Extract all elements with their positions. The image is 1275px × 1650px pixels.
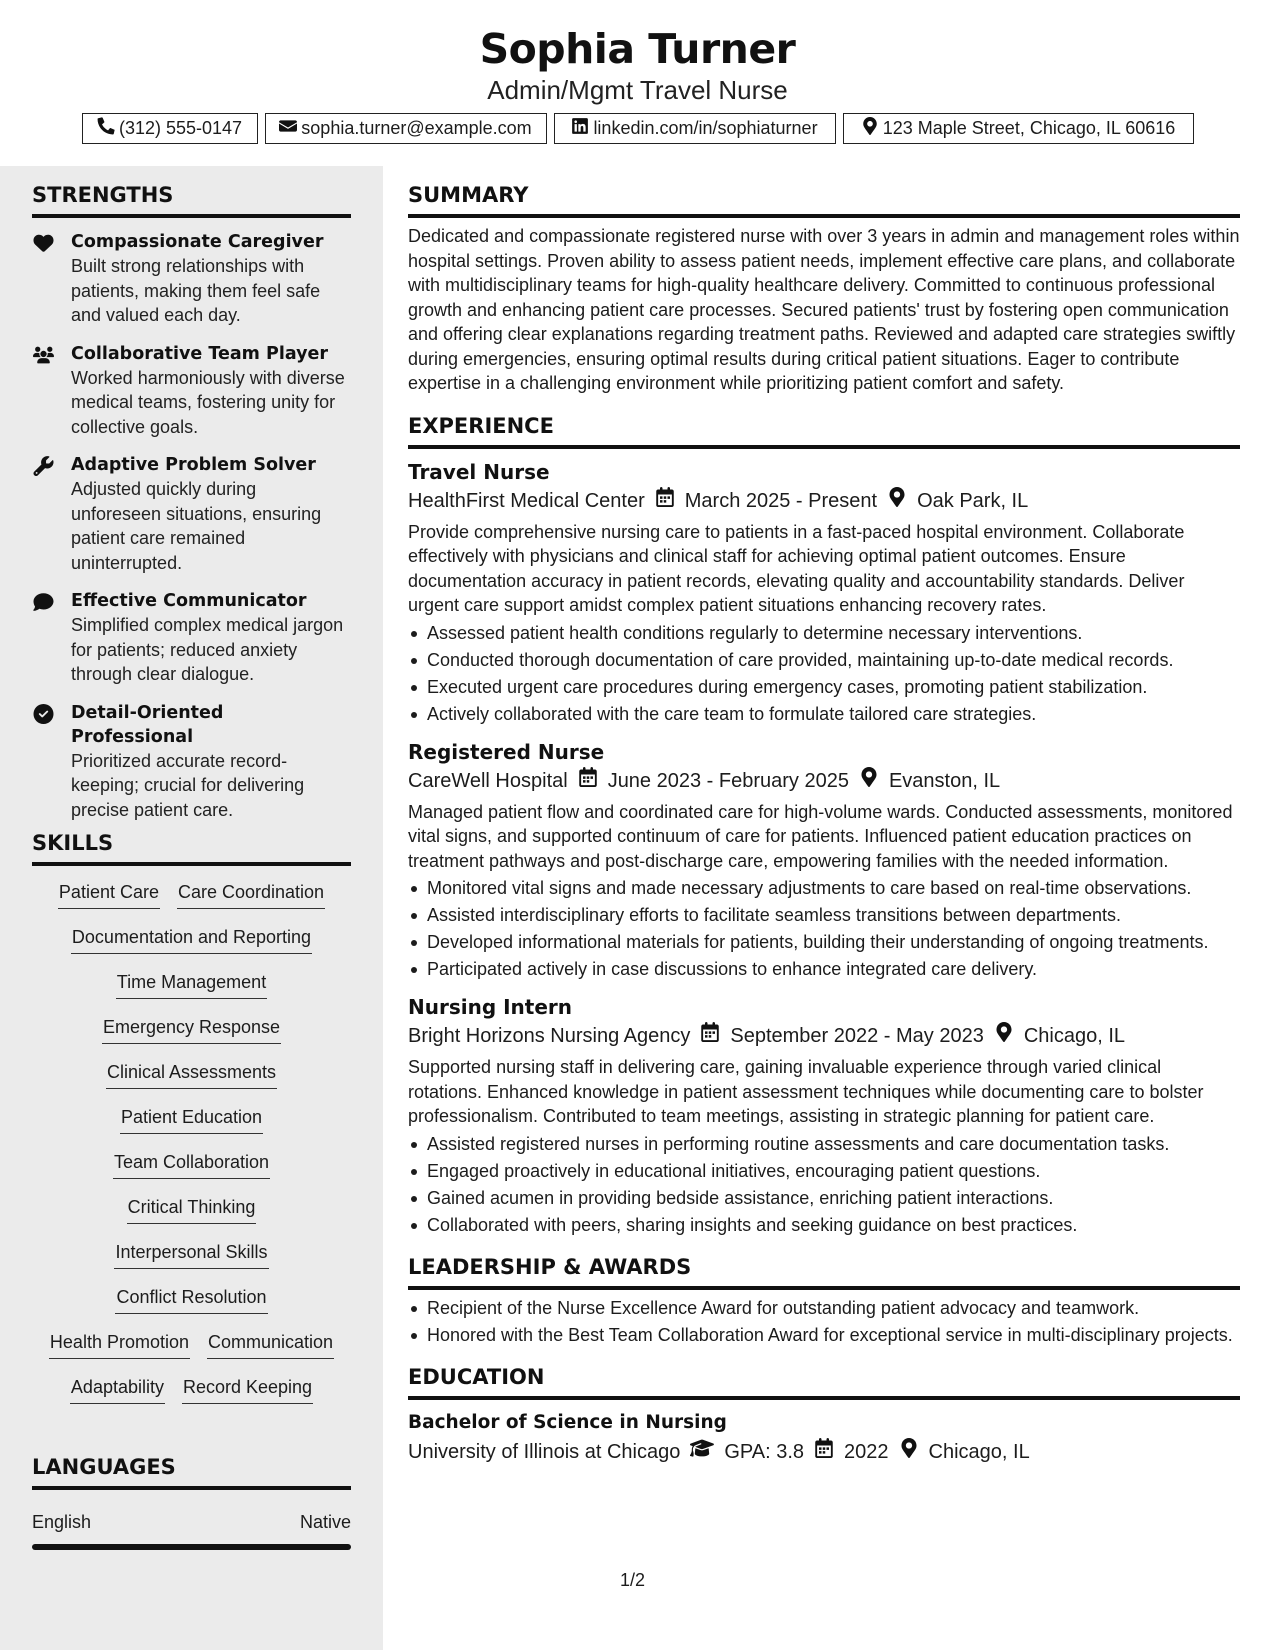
education-heading: EDUCATION (408, 1364, 545, 1389)
strength-title: Adaptive Problem Solver (71, 455, 316, 475)
job-bullets (408, 1132, 1240, 1237)
skill-tag: Team Collaboration (113, 1148, 270, 1179)
strength-item (32, 589, 351, 687)
list-item: Participated actively in case discussions to enhance integrated care delivery. (408, 957, 1240, 981)
contact-phone-text: (312) 555-0147 (118, 118, 243, 138)
strength-description: Adjusted quickly during unforeseen situations, ensuring patient care remained uninterrupted. (71, 479, 322, 573)
section-divider (408, 1396, 1240, 1400)
job-company: HealthFirst Medical Center (408, 489, 645, 512)
awards-list (408, 1296, 1240, 1347)
skill-tag: Communication (207, 1328, 334, 1359)
list-item: Conducted thorough documentation of care provided, maintaining up-to-date medical records. (408, 648, 1240, 672)
graduation-cap-icon (690, 1437, 714, 1467)
calendar-icon (578, 766, 598, 796)
section-divider (32, 862, 351, 866)
phone-icon (97, 117, 115, 140)
school-name: University of Illinois at Chicago (408, 1440, 681, 1463)
job-entry (408, 738, 1240, 982)
summary-section (408, 181, 1240, 396)
list-item: Collaborated with peers, sharing insights and seeking guidance on best practices. (408, 1213, 1240, 1237)
education-location: Chicago, IL (928, 1440, 1030, 1463)
map-pin-icon (859, 766, 879, 796)
education-section (408, 1363, 1240, 1467)
strength-description: Worked harmoniously with diverse medical teams, fostering unity for collective goals. (71, 367, 345, 437)
job-location: Chicago, IL (1023, 1025, 1126, 1047)
education-gpa: GPA: 3.8 (724, 1440, 805, 1463)
list-item: Assisted registered nurses in performing routine assessments and care documentation tasks. (408, 1132, 1240, 1156)
job-company: CareWell Hospital (408, 769, 568, 792)
skill-tag: Patient Care (58, 878, 160, 909)
job-meta (408, 766, 1240, 796)
language-level: Native (299, 1512, 351, 1532)
strength-title: Effective Communicator (71, 591, 307, 611)
skills-heading: SKILLS (32, 831, 114, 855)
skill-tag: Documentation and Reporting (71, 923, 312, 954)
job-meta (408, 486, 1240, 516)
strength-title: Detail-Oriented Professional (71, 702, 224, 747)
education-year: 2022 (844, 1440, 889, 1463)
list-item: Monitored vital signs and made necessary adjustments to care based on real-time observations. (408, 876, 1240, 900)
envelope-icon (279, 117, 297, 140)
list-item: Assessed patient health conditions regularly to determine necessary interventions. (408, 621, 1240, 645)
main-content (408, 166, 1240, 1467)
strength-description: Simplified complex medical jargon for patients; reduced anxiety through clear dialogue. (71, 615, 344, 684)
strength-item (32, 342, 351, 440)
map-pin-icon (994, 1021, 1014, 1051)
section-divider (32, 214, 351, 218)
job-bullets (408, 621, 1240, 726)
candidate-name: Sophia Turner (479, 25, 796, 73)
skill-tag: Emergency Response (102, 1013, 281, 1044)
job-location: Oak Park, IL (917, 489, 1029, 512)
job-dates: March 2025 - Present (684, 489, 878, 512)
degree-title: Bachelor of Science in Nursing (408, 1411, 727, 1433)
skills-section (32, 829, 351, 1418)
strength-item (32, 453, 351, 575)
list-item: Actively collaborated with the care team to formulate tailored care strategies. (408, 702, 1240, 726)
contact-address-text: 123 Maple Street, Chicago, IL 60616 (882, 118, 1176, 138)
heart-icon (33, 233, 54, 253)
list-item: Developed informational materials for patients, building their understanding of ongoing treatments. (408, 930, 1240, 954)
job-description: Provide comprehensive nursing care to patients in a fast-paced hospital environment. Collaborate effectively with physicians and clinical staff for achieving optimal patient outcomes. Ensure documentation accuracy in patient records, elevating quality and accountability standards. Deliver urgent care support amidst complex patient situations enhancing recovery rates. (408, 521, 1185, 615)
job-title: Registered Nurse (408, 739, 605, 764)
job-title: Travel Nurse (408, 459, 550, 484)
check-circle-icon (33, 704, 54, 724)
section-divider (408, 1286, 1240, 1290)
skill-tag: Time Management (116, 968, 267, 999)
skill-tag: Clinical Assessments (106, 1058, 277, 1089)
skill-tag: Conflict Resolution (115, 1283, 267, 1314)
strength-title: Compassionate Caregiver (71, 232, 324, 252)
job-location: Evanston, IL (888, 769, 1001, 792)
map-pin-icon (899, 1437, 919, 1467)
wrench-icon (33, 456, 54, 476)
list-item: Recipient of the Nurse Excellence Award for outstanding patient advocacy and teamwork. (408, 1296, 1240, 1320)
strength-item (32, 230, 351, 328)
list-item: Honored with the Best Team Collaboration Award for exceptional service in multi-disciplinary projects. (408, 1323, 1240, 1347)
awards-section (408, 1253, 1240, 1347)
skill-tag: Care Coordination (177, 878, 325, 909)
contact-phone[interactable] (82, 113, 258, 144)
languages-section (32, 1453, 351, 1550)
speech-bubble-icon (33, 592, 54, 612)
strength-description: Prioritized accurate record-keeping; crucial for delivering precise patient care. (71, 750, 305, 820)
languages-heading: LANGUAGES (32, 1455, 176, 1479)
awards-heading: LEADERSHIP & AWARDS (408, 1254, 692, 1279)
strength-item (32, 701, 351, 823)
strengths-section (32, 181, 351, 822)
contact-email[interactable] (265, 113, 547, 144)
skill-tag: Patient Education (120, 1103, 263, 1134)
strength-title: Collaborative Team Player (71, 343, 329, 364)
list-item: Executed urgent care procedures during emergency cases, promoting patient stabilization. (408, 675, 1240, 699)
language-name: English (32, 1512, 92, 1532)
section-divider (408, 445, 1240, 449)
experience-section (408, 412, 1240, 1237)
resume-header (0, 0, 1275, 166)
calendar-icon (655, 486, 675, 516)
calendar-icon (700, 1021, 720, 1051)
job-meta (408, 1021, 1240, 1051)
page-number: 1/2 (620, 1570, 646, 1590)
skill-tag: Interpersonal Skills (114, 1238, 268, 1269)
list-item: Engaged proactively in educational initiatives, encouraging patient questions. (408, 1159, 1240, 1183)
list-item: Assisted interdisciplinary efforts to facilitate seamless transitions between departments. (408, 903, 1240, 927)
users-icon (33, 345, 54, 365)
job-entry (408, 993, 1240, 1237)
language-proficiency-bar (32, 1544, 351, 1550)
summary-heading: SUMMARY (408, 183, 529, 207)
skill-tag: Record Keeping (182, 1373, 313, 1404)
education-meta (408, 1437, 1240, 1467)
list-item: Gained acumen in providing bedside assistance, enriching patient interactions. (408, 1186, 1240, 1210)
experience-heading: EXPERIENCE (408, 413, 554, 438)
contact-linkedin[interactable] (554, 113, 836, 144)
strengths-heading: STRENGTHS (32, 183, 174, 207)
linkedin-icon (571, 117, 589, 140)
strength-description: Built strong relationships with patients, making them feel safe and valued each day. (71, 256, 321, 325)
skill-tag: Adaptability (70, 1373, 165, 1404)
job-description: Managed patient flow and coordinated care for high-volume wards. Conducted assessments, monitored vital signs, and supported continuum of care for patients. Influenced patient education practices on treatment pathways and post-discharge care, empowering families with the needed information. (408, 801, 1233, 871)
job-bullets (408, 876, 1240, 981)
map-pin-icon (861, 117, 879, 140)
sidebar (0, 166, 383, 1650)
job-entry (408, 458, 1240, 726)
calendar-icon (814, 1437, 834, 1467)
candidate-title: Admin/Mgmt Travel Nurse (487, 75, 788, 105)
skills-list (32, 878, 351, 1418)
summary-text: Dedicated and compassionate registered nurse with over 3 years in admin and management roles within hospital settings. Proven ability to assess patient needs, implement effective care plans, and collaborate with multidisciplinary teams for high-quality healthcare delivery. Committed to continuous professional growth and enhancing patient care processes. Secured patients' trust by fostering open communication and offering clear explanations regarding treatment paths. Reviewed and adapted care strategies swiftly during emergencies, ensuring optimal results during critical patient situations. Eager to contribute expertise in a challenging environment while prioritizing patient comfort and safety. (408, 226, 1240, 393)
map-pin-icon (887, 486, 907, 516)
section-divider (408, 214, 1240, 218)
contact-email-text: sophia.turner@example.com (301, 118, 532, 138)
section-divider (32, 1486, 351, 1490)
skill-tag: Critical Thinking (127, 1193, 257, 1224)
job-dates: June 2023 - February 2025 (607, 769, 849, 792)
contact-linkedin-text: linkedin.com/in/sophiaturner (593, 118, 818, 138)
job-description: Supported nursing staff in delivering care, gaining invaluable experience through varied clinical rotations. Enhanced knowledge in patient assessment techniques while documenting care to bolster professionalism. Contributed to team meetings, assisting in strategic planning for patient care. (408, 1057, 1204, 1126)
contact-address[interactable] (843, 113, 1194, 144)
job-company: Bright Horizons Nursing Agency (408, 1025, 691, 1047)
job-title: Nursing Intern (408, 995, 573, 1019)
skill-tag: Health Promotion (49, 1328, 190, 1359)
language-row (32, 1510, 351, 1534)
contact-bar (0, 113, 1275, 144)
job-dates: September 2022 - May 2023 (730, 1025, 984, 1047)
